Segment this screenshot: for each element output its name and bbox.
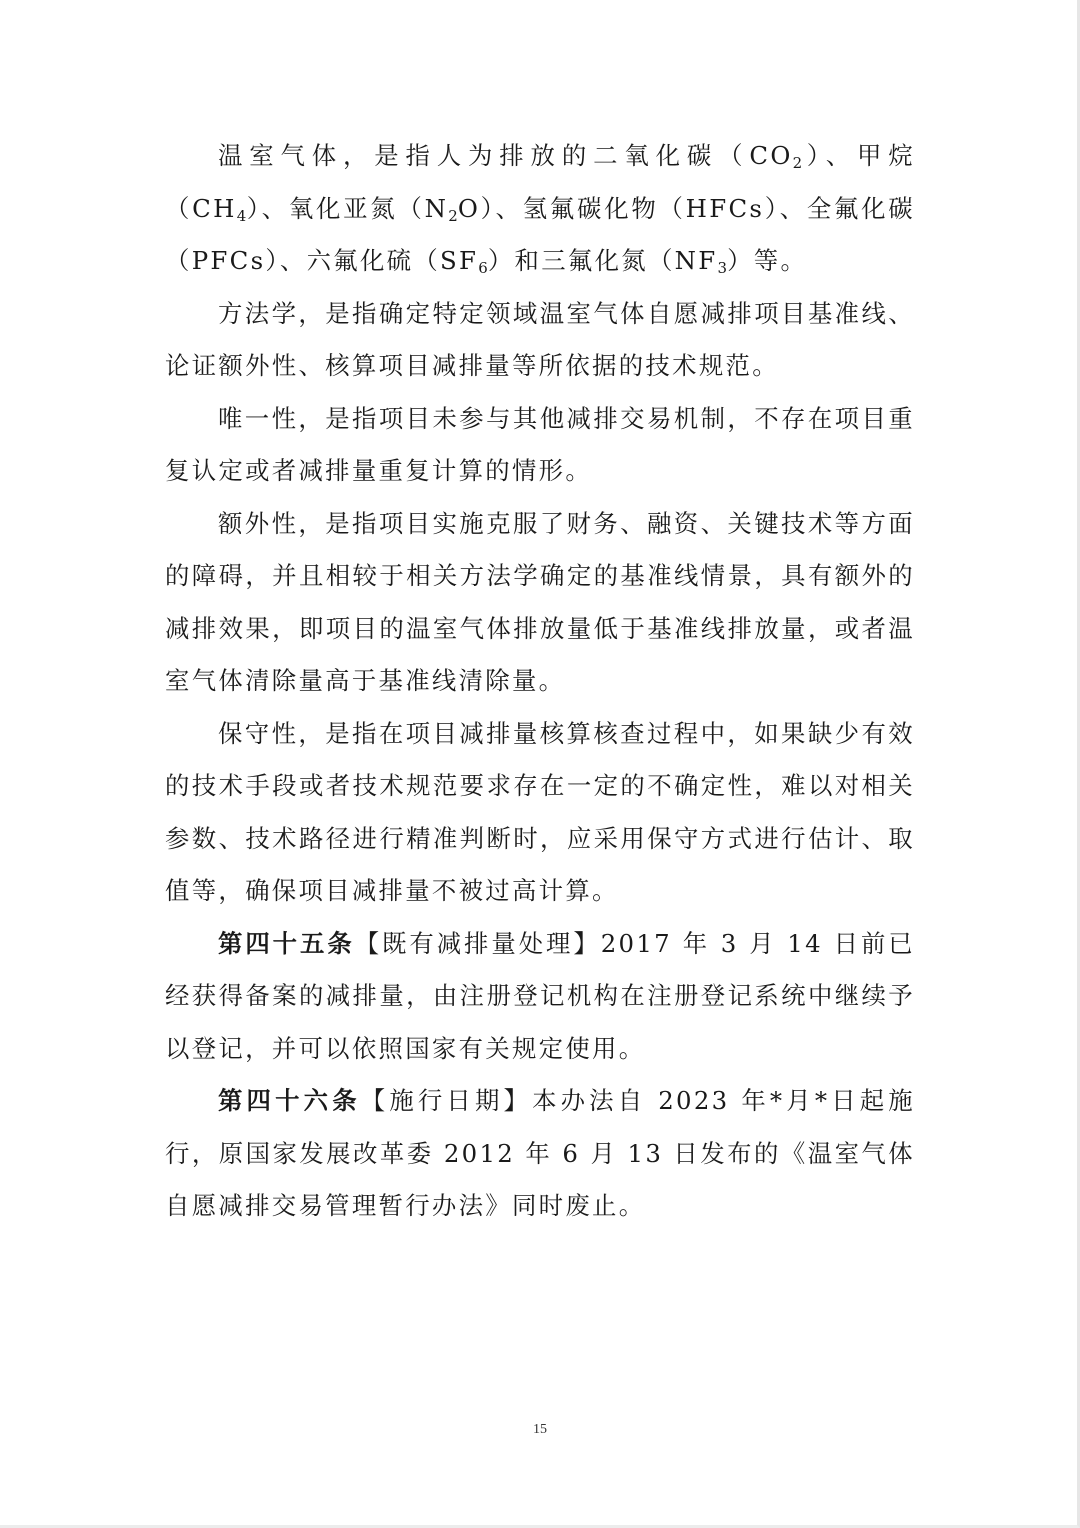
- text-fragment: ）、氧化亚氮（N: [246, 193, 449, 223]
- text-fragment: ）和三氟化氮（NF: [487, 246, 718, 275]
- subscript: 6: [478, 259, 488, 277]
- subscript: 4: [236, 206, 247, 225]
- text-fragment: O）、氢氟碳化物（HFCs）、全氟化碳（PFCs）、六氟化硫（SF: [165, 193, 915, 275]
- text-fragment: ）等。: [727, 246, 808, 275]
- paragraph-methodology: 方法学，是指确定特定领域温室气体自愿减排项目基准线、论证额外性、核算项目减排量等所依据的技术规范。: [165, 298, 915, 380]
- text-fragment: ）、甲烷（CH: [165, 141, 915, 223]
- subscript: 2: [448, 206, 458, 225]
- article-46-body: 【施行日期】本办法自 2023 年*月*日起施行，原国家发展改革委 2012 年 6 月 13 日发布的《温室气体自愿减排交易管理暂行办法》同时废止。: [165, 1086, 915, 1220]
- paragraph-greenhouse-gas: [165, 130, 915, 288]
- page-number: 15: [533, 1422, 547, 1437]
- article-46-heading: 第四十六条: [218, 1086, 361, 1115]
- article-45: [165, 918, 915, 1076]
- paragraph-additionality: 额外性，是指项目实施克服了财务、融资、关键技术等方面的障碍，并且相较于相关方法学确定的基准线情景，具有额外的减排效果，即项目的温室气体排放量低于基准线排放量，或者温室气体清除量高于基准线清除量。: [165, 508, 915, 695]
- subscript: 2: [792, 154, 803, 172]
- paragraph-conservativeness: 保守性，是指在项目减排量核算核查过程中，如果缺少有效的技术手段或者技术规范要求存在一定的不确定性，难以对相关参数、技术路径进行精准判断时，应采用保守方式进行估计、取值等，确保项目减排量不被过高计算。: [165, 718, 915, 905]
- paragraph-uniqueness: 唯一性，是指项目未参与其他减排交易机制，不存在项目重复认定或者减排量重复计算的情形。: [165, 403, 915, 485]
- subscript: 3: [717, 259, 728, 277]
- text-fragment: 温室气体，是指人为排放的二氧化碳（CO: [218, 141, 793, 170]
- document-body: [165, 130, 915, 1233]
- article-45-heading: 第四十五条: [218, 928, 355, 958]
- article-46: [165, 1075, 915, 1233]
- article-45-body: 【既有减排量处理】2017 年 3 月 14 日前已经获得备案的减排量，由注册登记机构在注册登记系统中继续予以登记，并可以依照国家有关规定使用。: [165, 928, 915, 1063]
